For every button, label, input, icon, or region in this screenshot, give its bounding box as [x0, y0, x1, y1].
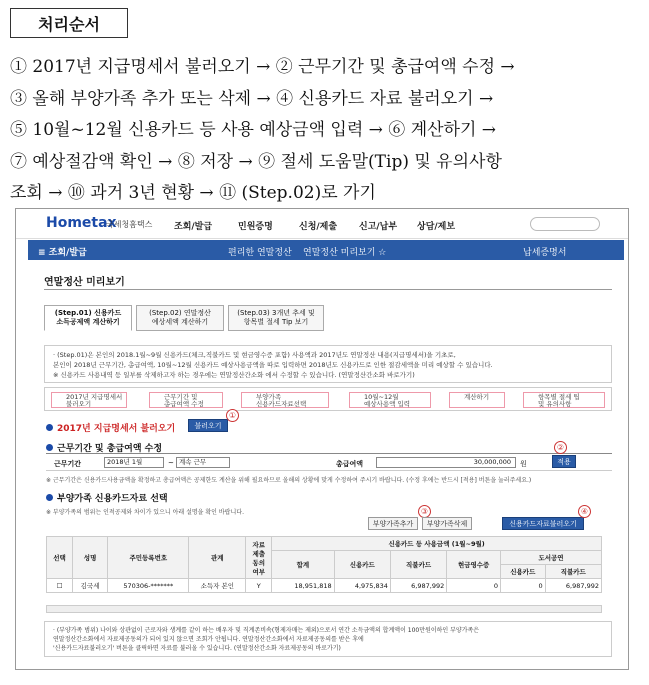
cell: Y: [246, 579, 272, 593]
salary-label: 총급여액: [336, 460, 364, 468]
col-book-debit: 직불카드: [545, 565, 601, 579]
hometax-logo[interactable]: Hometax: [46, 215, 117, 231]
flow-step: 근무기간 및 총급여액 수정: [149, 392, 223, 408]
work-to-select[interactable]: 계속 근무: [176, 457, 230, 468]
tab-step01[interactable]: (Step.01) 신용카드 소득공제액 계산하기: [44, 305, 132, 331]
steps-line: 조회 → ⑩ 과거 3년 현황 → ⑪ (Step.02)로 가기: [10, 183, 376, 203]
marker-1: ①: [226, 409, 239, 422]
delete-dependent-button[interactable]: 부양가족삭제: [422, 517, 472, 530]
add-dependent-button[interactable]: 부양가족추가: [368, 517, 418, 530]
cell: 0: [501, 579, 546, 593]
marker-4: ④: [578, 505, 591, 518]
col-credit: 신용카드: [334, 551, 390, 579]
work-from-select[interactable]: 2018년 1월: [104, 457, 164, 468]
section-heading: 처리순서: [10, 8, 128, 38]
cell: 소득자 본인: [189, 579, 246, 593]
breadcrumb-item[interactable]: 연말정산 미리보기 ☆: [303, 248, 387, 258]
steps-line: ③ 올해 부양가족 추가 또는 삭제 → ④ 신용카드 자료 불러오기 →: [10, 88, 494, 109]
section-dependents: 부양가족 신용카드자료 선택: [46, 491, 168, 504]
section-load: 2017년 지급명세서 불러오기: [46, 421, 175, 434]
bullet-icon: [46, 494, 53, 501]
cell: 4,975,834: [334, 579, 390, 593]
col-relation: 관계: [189, 537, 246, 579]
nav-item[interactable]: 신고/납부: [359, 222, 398, 232]
steps-line: ⑦ 예상절감액 확인 → ⑧ 저장 → ⑨ 절세 도움말(Tip) 및 유의사항: [10, 151, 502, 172]
cell: 18,951,818: [272, 579, 334, 593]
col-name: 성명: [72, 537, 107, 579]
title-divider: [44, 289, 612, 290]
col-book: 도서공연: [501, 551, 602, 565]
flow-step: 계산하기: [449, 392, 505, 408]
col-id: 주민등록번호: [108, 537, 189, 579]
row-checkbox[interactable]: ☐: [47, 579, 73, 593]
bullet-icon: [46, 424, 53, 431]
work-note: ※ 근무기간은 신용카드사용금액을 확정하고 총급여액은 공제한도 계산을 위해 필요하므로 올해의 상황에 맞게 수정하여 주시기 바랍니다. (수정 후에는 반드시 [적용] 버튼을 눌러주세요.): [46, 477, 532, 484]
breadcrumb-right[interactable]: 납세증명서: [523, 248, 567, 258]
cell: 김국세: [72, 579, 107, 593]
table-row: [47, 579, 602, 593]
flow-step: 항목별 절세 팁 및 유의사항: [523, 392, 605, 408]
col-book-credit: 신용카드: [501, 565, 546, 579]
cell: 0: [447, 579, 501, 593]
col-debit: 직불카드: [390, 551, 446, 579]
dependents-note: ※ 부양가족의 범위는 인적공제와 차이가 있으니 아래 설명을 확인 바랍니다.: [46, 509, 244, 516]
won-unit: 원: [520, 460, 527, 468]
marker-2: ②: [554, 441, 567, 454]
col-select: 선택: [47, 537, 73, 579]
flow-step: 부양가족 신용카드자료선택: [241, 392, 329, 408]
flow-step: 10월~12월 예상사용액 입력: [349, 392, 431, 408]
tab-step03[interactable]: (Step.03) 3개년 추세 및 항목별 절세 Tip 보기: [228, 305, 324, 331]
cell: 6,987,992: [545, 579, 601, 593]
dependents-table: [46, 536, 602, 593]
steps-paragraph: [10, 52, 638, 210]
load-button[interactable]: 불러오기: [188, 419, 228, 432]
col-cash: 현금영수증: [447, 551, 501, 579]
nav-item[interactable]: 신청/제출: [299, 222, 338, 232]
breadcrumb-root[interactable]: ≡ 조회/발급: [38, 248, 87, 258]
col-total: 합계: [272, 551, 334, 579]
breadcrumb-bar: [28, 240, 624, 260]
work-row: [46, 453, 612, 471]
marker-3: ③: [418, 505, 431, 518]
dependents-info-box: · (부양가족 범위) 나이와 상관없이 근로자와 생계를 같이 하는 배우자 및 직계존비속(형제자매는 제외)으로서 연간 소득금액의 합계액이 100만원이하인 부양가족은 연말정산간소화에서 자료제공동의가 되어 있지 않으면 조회가 안됩니다. 연말정산간소화에서 자료제공동의를 받은 후에 '신용카드자료불러오기' 버튼을 클릭하면 자료를 불러올 수 있습니다. (연말정산간소화 자료제공동의 바로가기): [44, 621, 612, 657]
section-work: 근무기간 및 총급여액 수정: [46, 441, 162, 454]
col-group: 신용카드 등 사용금액 (1월~9월): [272, 537, 602, 551]
info-box: · (Step.01)은 본인의 2018.1월~9월 신용카드(체크,직불카드 및 현금영수증 포함) 사용액과 2017년도 연말정산 내용(지급명세서)을 기초로, 본인이 2018년 근무기간, 총급여액, 10월~12월 신용카드 예상사용금액을 따로 입력하면 2018년도 신용카드로 인한 절감세액을 미리 예상할 수 있습니다. ※ 신용카드 사용내역 등 일부를 삭제하고자 하는 경우에는 연말정산간소화 에서 수정할 수 있습니다. (연말정산간소화 바로가기): [44, 345, 612, 383]
apply-button[interactable]: 적용: [552, 455, 576, 468]
search-input[interactable]: [530, 217, 600, 231]
tab-step02[interactable]: (Step.02) 연말정산 예상세액 계산하기: [136, 305, 224, 331]
work-label: 근무기간: [54, 460, 82, 468]
nav-item[interactable]: 상담/제보: [417, 222, 456, 232]
bullet-icon: [46, 444, 53, 451]
col-consent: 자료 제출 동의 여부: [246, 537, 272, 579]
logo-subtitle: 국세청홈택스: [106, 220, 153, 229]
flow-step: 2017년 지급명세서 불러오기: [51, 392, 127, 408]
tilde: ~: [168, 459, 174, 467]
cell: 6,987,992: [390, 579, 446, 593]
process-flow: [44, 387, 612, 411]
cell: 570306-*******: [108, 579, 189, 593]
hometax-screenshot: [15, 208, 629, 670]
salary-input[interactable]: 30,000,000: [376, 457, 516, 468]
nav-item[interactable]: 조회/발급: [174, 222, 213, 232]
load-card-data-button[interactable]: 신용카드자료불러오기: [502, 517, 584, 530]
nav-item[interactable]: 민원증명: [238, 222, 273, 232]
page-title: 연말정산 미리보기: [44, 277, 125, 288]
steps-line: ⑤ 10월~12월 신용카드 등 사용 예상금액 입력 → ⑥ 계산하기 →: [10, 120, 497, 140]
steps-line: ① 2017년 지급명세서 불러오기 → ② 근무기간 및 총급여액 수정 →: [10, 57, 515, 77]
top-nav: [16, 209, 628, 239]
horizontal-scrollbar[interactable]: [46, 605, 602, 613]
breadcrumb-item[interactable]: 편리한 연말정산: [228, 248, 292, 258]
